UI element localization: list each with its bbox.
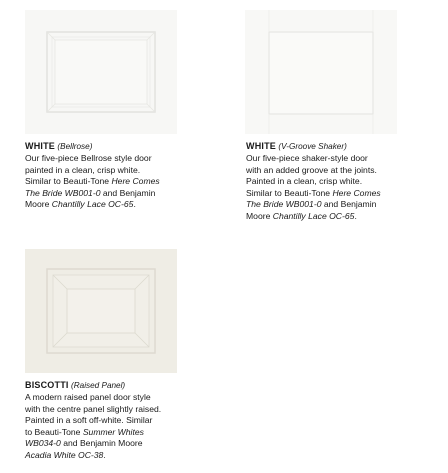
description-text: Similar to Beauti-Tone: [246, 187, 333, 198]
product-description: [25, 392, 215, 462]
description-line: [25, 450, 215, 462]
description-line: [246, 199, 436, 211]
v-groove-shaker-door-swatch: [245, 10, 397, 134]
description-text: Painted in a soft off-white. Similar: [25, 415, 153, 426]
bellrose-door-swatch: [25, 10, 177, 134]
paint-reference: Chantilly Lace OC-65: [51, 199, 134, 210]
paint-reference: Here Comes: [332, 187, 381, 198]
description-text: with the centre panel slightly raised.: [25, 403, 162, 414]
paint-reference: Chantilly Lace OC-65: [272, 210, 355, 221]
description-text: .: [354, 210, 357, 221]
description-line: [25, 199, 205, 211]
description-line: [246, 165, 436, 177]
product-variant: (Bellrose): [57, 142, 93, 151]
description-text: Similar to Beauti-Tone: [25, 176, 112, 187]
description-text: Painted in a clean, crisp white.: [246, 176, 363, 187]
description-line: [25, 415, 215, 427]
paint-reference: WB034-0: [25, 438, 61, 449]
description-text: Moore: [25, 199, 52, 210]
description-text: to Beauti-Tone: [25, 426, 83, 437]
product-caption: [25, 140, 205, 211]
description-text: Moore: [246, 210, 273, 221]
paint-reference: Here Comes: [111, 176, 160, 187]
product-caption: [25, 379, 215, 462]
description-line: [246, 176, 436, 188]
description-text: Our five-piece Bellrose style door: [25, 153, 152, 163]
paint-reference: Summer Whites: [82, 426, 144, 437]
raised-panel-door-swatch: [25, 249, 177, 373]
description-line: [25, 392, 215, 404]
product-variant: (V-Groove Shaker): [278, 142, 347, 151]
product-variant: (Raised Panel): [71, 381, 126, 390]
paint-reference: Acadia White OC-38: [25, 449, 104, 460]
description-line: [25, 188, 205, 200]
description-text: Our five-piece shaker-style door: [246, 153, 368, 163]
paint-reference: The Bride WB001-0: [25, 187, 101, 198]
product-description: [246, 153, 436, 223]
description-line: [25, 176, 205, 188]
description-line: [25, 165, 205, 177]
product-caption: [246, 140, 436, 223]
product-name: WHITE: [246, 141, 276, 151]
paint-reference: The Bride WB001-0: [246, 199, 322, 210]
product-description: [25, 153, 205, 211]
description-line: [246, 211, 436, 223]
description-text: .: [133, 199, 136, 210]
product-name: WHITE: [25, 141, 55, 151]
description-line: [25, 153, 205, 165]
product-name: BISCOTTI: [25, 380, 69, 390]
description-text: .: [103, 449, 106, 460]
description-line: [25, 438, 215, 450]
description-text: with an added groove at the joints.: [246, 164, 377, 175]
description-text: and Benjamin Moore: [60, 438, 143, 449]
description-text: and Benjamin: [100, 187, 156, 198]
description-text: painted in a clean, crisp white.: [25, 164, 141, 175]
description-text: and Benjamin: [321, 199, 377, 210]
description-line: [25, 427, 215, 439]
description-line: [25, 404, 215, 416]
description-line: [246, 153, 436, 165]
description-line: [246, 188, 436, 200]
description-text: A modern raised panel door style: [25, 392, 151, 402]
